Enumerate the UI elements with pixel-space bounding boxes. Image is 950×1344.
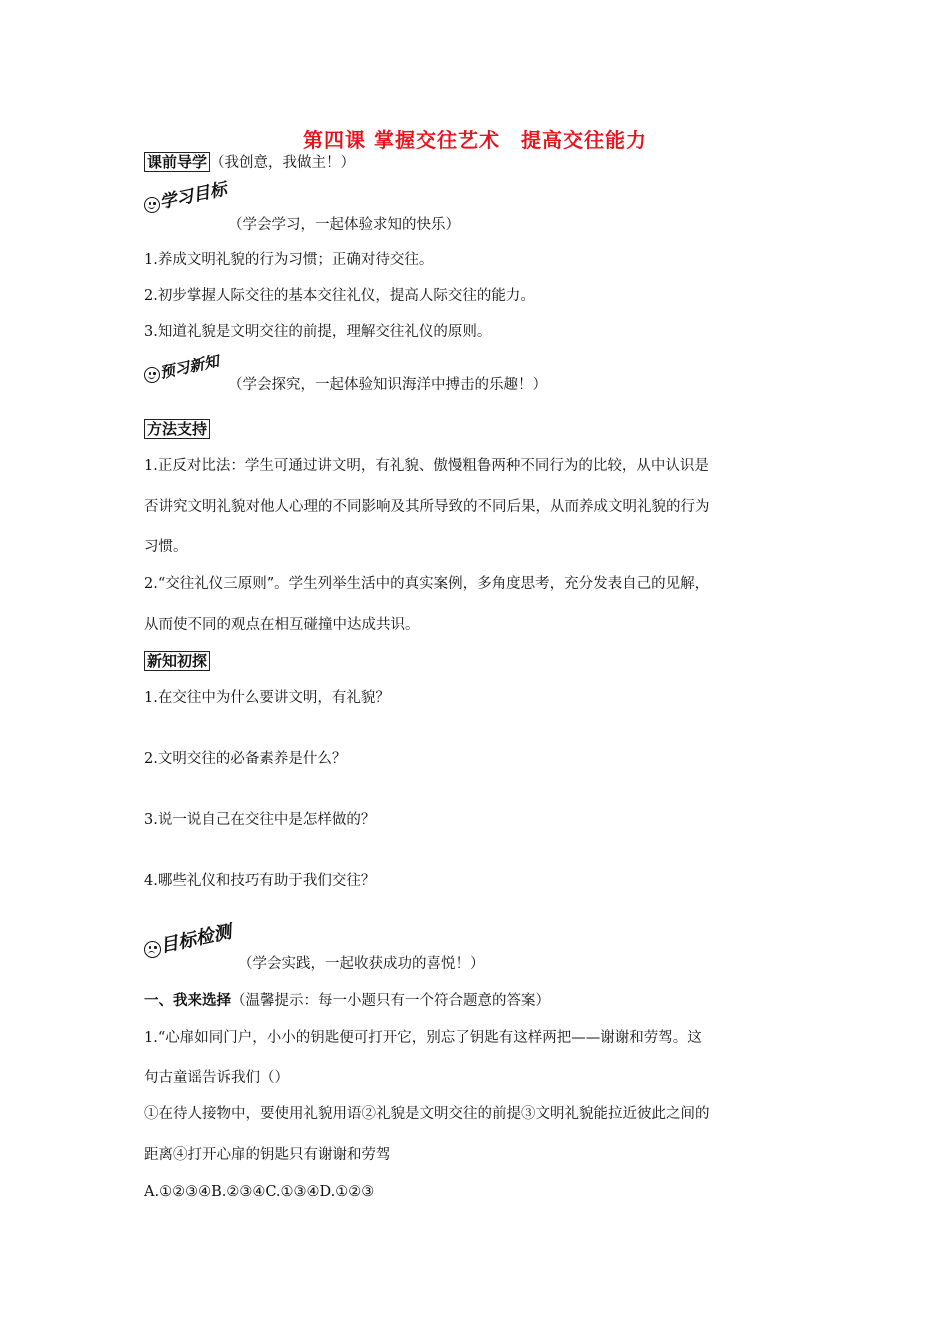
newknow-question: 4.哪些礼仪和技巧有助于我们交往？ <box>144 873 376 889</box>
goals-note: （学会学习，一起体验求知的快乐） <box>228 217 460 233</box>
method-line: 1.正反对比法：学生可通过讲文明，有礼貌、傲慢粗鲁两种不同行为的比较，从中认识是 <box>144 458 709 474</box>
smiley-icon <box>144 197 160 213</box>
question-line: 距离④打开心扉的钥匙只有谢谢和劳驾 <box>144 1147 391 1163</box>
newknow-label-row <box>144 651 210 671</box>
newknow-question: 1.在交往中为什么要讲文明，有礼貌？ <box>144 690 390 706</box>
newknow-question: 2.文明交往的必备素养是什么？ <box>144 751 347 767</box>
method-line: 2.“交往礼仪三原则”。学生列举生活中的真实案例，多角度思考，充分发表自己的见解， <box>144 576 710 592</box>
sad-face-icon <box>144 941 161 958</box>
preview-heading: 预习新知 <box>158 351 221 383</box>
test-heading-row <box>144 921 235 958</box>
newknow-question: 3.说一说自己在交往中是怎样做的？ <box>144 812 376 828</box>
smiley-icon <box>144 367 160 383</box>
question-line: ①在待人接物中，要使用礼貌用语②礼貌是文明交往的前提③文明礼貌能拉近彼此之间的 <box>144 1106 710 1122</box>
method-label-row <box>144 419 210 439</box>
newknow-label: 新知初探 <box>144 651 210 671</box>
goal-item: 1.养成文明礼貌的行为习惯；正确对待交往。 <box>144 252 434 268</box>
test-heading: 目标检测 <box>158 921 234 958</box>
question-line: 1.“心扉如同门户，小小的钥匙便可打开它，别忘了钥匙有这样两把——谢谢和劳驾。这 <box>144 1030 702 1046</box>
goals-heading-row <box>144 179 230 213</box>
goals-heading: 学习目标 <box>157 179 229 213</box>
method-line: 从而使不同的观点在相互碰撞中达成共识。 <box>144 617 420 633</box>
test-note: （学会实践，一起收获成功的喜悦！） <box>238 956 485 972</box>
goal-item: 2.初步掌握人际交往的基本交往礼仪，提高人际交往的能力。 <box>144 288 535 304</box>
method-label: 方法支持 <box>144 419 210 439</box>
preview-heading-row <box>144 351 222 383</box>
choice-heading: 一、我来选择 <box>144 993 231 1009</box>
choice-row <box>144 991 550 1011</box>
method-line: 习惯。 <box>144 539 188 555</box>
prelesson-label: 课前导学 <box>144 152 210 172</box>
goal-item: 3.知道礼貌是文明交往的前提，理解交往礼仪的原则。 <box>144 324 492 340</box>
preview-note: （学会探究，一起体验知识海洋中搏击的乐趣！） <box>228 377 547 393</box>
choice-hint: （温馨提示：每一小题只有一个符合题意的答案） <box>231 993 550 1009</box>
lesson-title: 第四课 掌握交往艺术 提高交往能力 <box>303 128 647 152</box>
question-line: 句古童谣告诉我们（） <box>144 1070 289 1086</box>
prelesson-row <box>144 152 355 173</box>
method-line: 否讲究文明礼貌对他人心理的不同影响及其所导致的不同后果，从而养成文明礼貌的行为 <box>144 499 710 515</box>
answer-options: A.①②③④B.②③④C.①③④D.①②③ <box>144 1184 375 1200</box>
prelesson-note: （我创意，我做主！） <box>210 155 356 171</box>
